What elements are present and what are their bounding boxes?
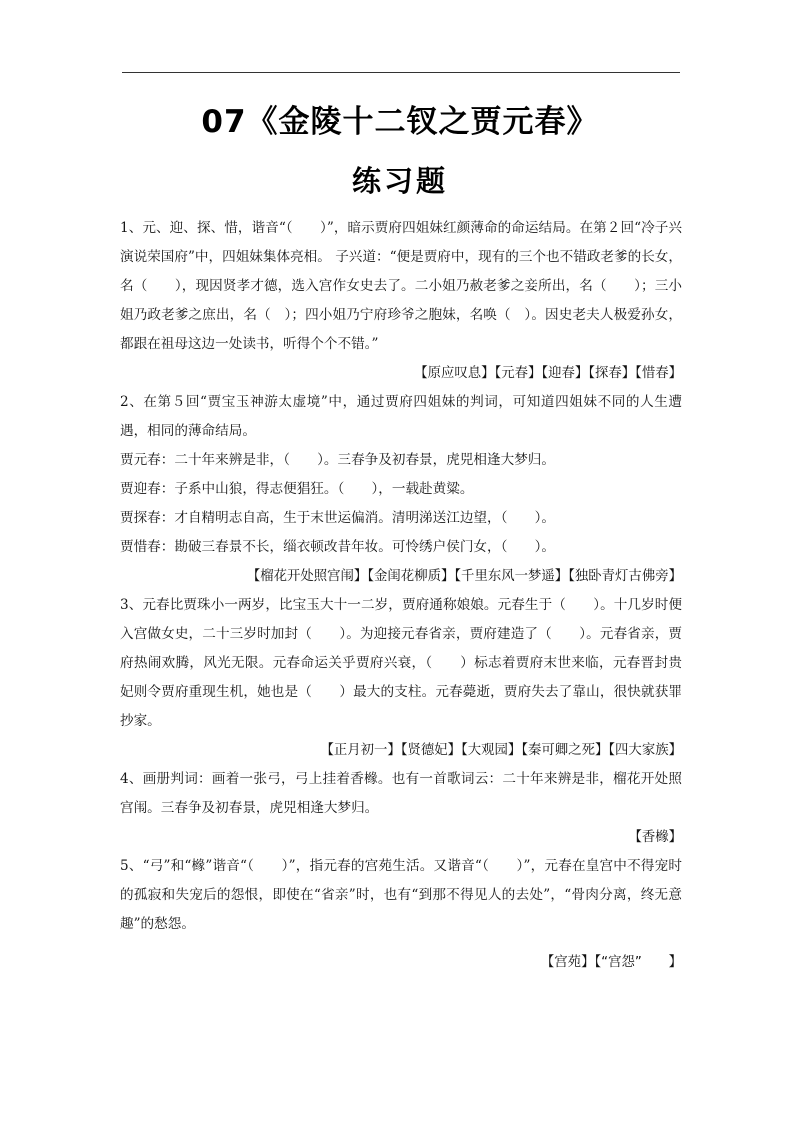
question-1-text: 1、元、迎、探、惜，谐音“（ ）”，暗示贾府四姐妹红颜薄命的命运结局。在第２回“冷子兴演说荣国府”中，四姐妹集体亮相。 子兴道：“便是贾府中，现有的三个也不错政老爹的长女，名（ ），现因贤孝才德，选入宫作女史去了。二小姐乃赦老爹之妾所出，名（ ）；三小姐乃政老爹之庶出，名（ ）；四小姐乃宁府珍爷之胞妹，名唤（ ）。因史老夫人极爱孙女，都跟在祖母这边一处读书，听得个个不错。” bbox=[120, 220, 682, 352]
question-5-answer: 【宫苑】【“宫怨” 】 bbox=[540, 955, 682, 970]
question-4-text: 4、画册判词：画着一张弓，弓上挂着香橼。也有一首歌词云：二十年来辨是非，榴花开处照宫闱。三春争及初春景，虎兕相逢大梦归。 bbox=[120, 771, 682, 816]
verdict-line-yuanchun: 贾元春：二十年来辨是非，（ ）。三春争及初春景，虎兕相逢大梦归。 bbox=[120, 452, 555, 468]
header-rule bbox=[122, 72, 680, 73]
document-subtitle: 练习题 bbox=[351, 164, 448, 198]
question-4-answer: 【香橼】 bbox=[628, 830, 682, 845]
verdict-line-tanchun: 贾探春：才自精明志自高，生于末世运偏消。清明涕送江边望，（ ）。 bbox=[120, 510, 555, 526]
verdict-line-xichun: 贾惜春：勘破三春景不长，缁衣顿改昔年妆。可怜绣户侯门女，（ ）。 bbox=[120, 539, 555, 555]
document-title: 07《金陵十二钗之贾元春》 bbox=[201, 104, 599, 140]
question-1-answer: 【原应叹息】【元春】【迎春】【探春】【惜春】 bbox=[414, 366, 682, 381]
question-5-text: 5、“弓”和“橼”谐音“（ ）”，指元春的宫苑生活。又谐音“（ ）”，元春在皇宫中不得宠时的孤寂和失宠后的怨恨，即使在“省亲”时，也有“到那不得见人的去处”，“骨肉分离，终无意趣”的愁怨。 bbox=[120, 858, 682, 932]
verdict-line-yingchun: 贾迎春：子系中山狼，得志便猖狂。（ ），一载赴黄粱。 bbox=[120, 481, 474, 497]
question-2-answer: 【榴花开处照宫闱】【金闺花柳质】【千里东风一梦遥】【独卧青灯古佛旁】 bbox=[246, 569, 682, 584]
question-2-text: 2、在第５回“贾宝玉神游太虚境”中，通过贾府四姐妹的判词，可知道四姐妹不同的人生遭遇，相同的薄命结局。 bbox=[120, 394, 682, 439]
question-3-text: 3、元春比贾珠小一两岁，比宝玉大十一二岁，贾府通称娘娘。元春生于（ ）。十几岁时便入宫做女史，二十三岁时加封（ ）。为迎接元春省亲，贾府建造了（ ）。元春省亲，贾府热闹欢腾，风光无限。元春命运关乎贾府兴衰，（ ）标志着贾府末世来临，元春晋封贵妃则令贾府重现生机，她也是（ ）最大的支柱。元春薨逝，贾府失去了靠山，很快就获罪抄家。 bbox=[120, 597, 682, 729]
spacer bbox=[120, 939, 682, 948]
exercise-content bbox=[120, 214, 682, 977]
question-3-answer: 【正月初一】【贤德妃】【大观园】【秦可卿之死】【四大家族】 bbox=[320, 743, 682, 758]
